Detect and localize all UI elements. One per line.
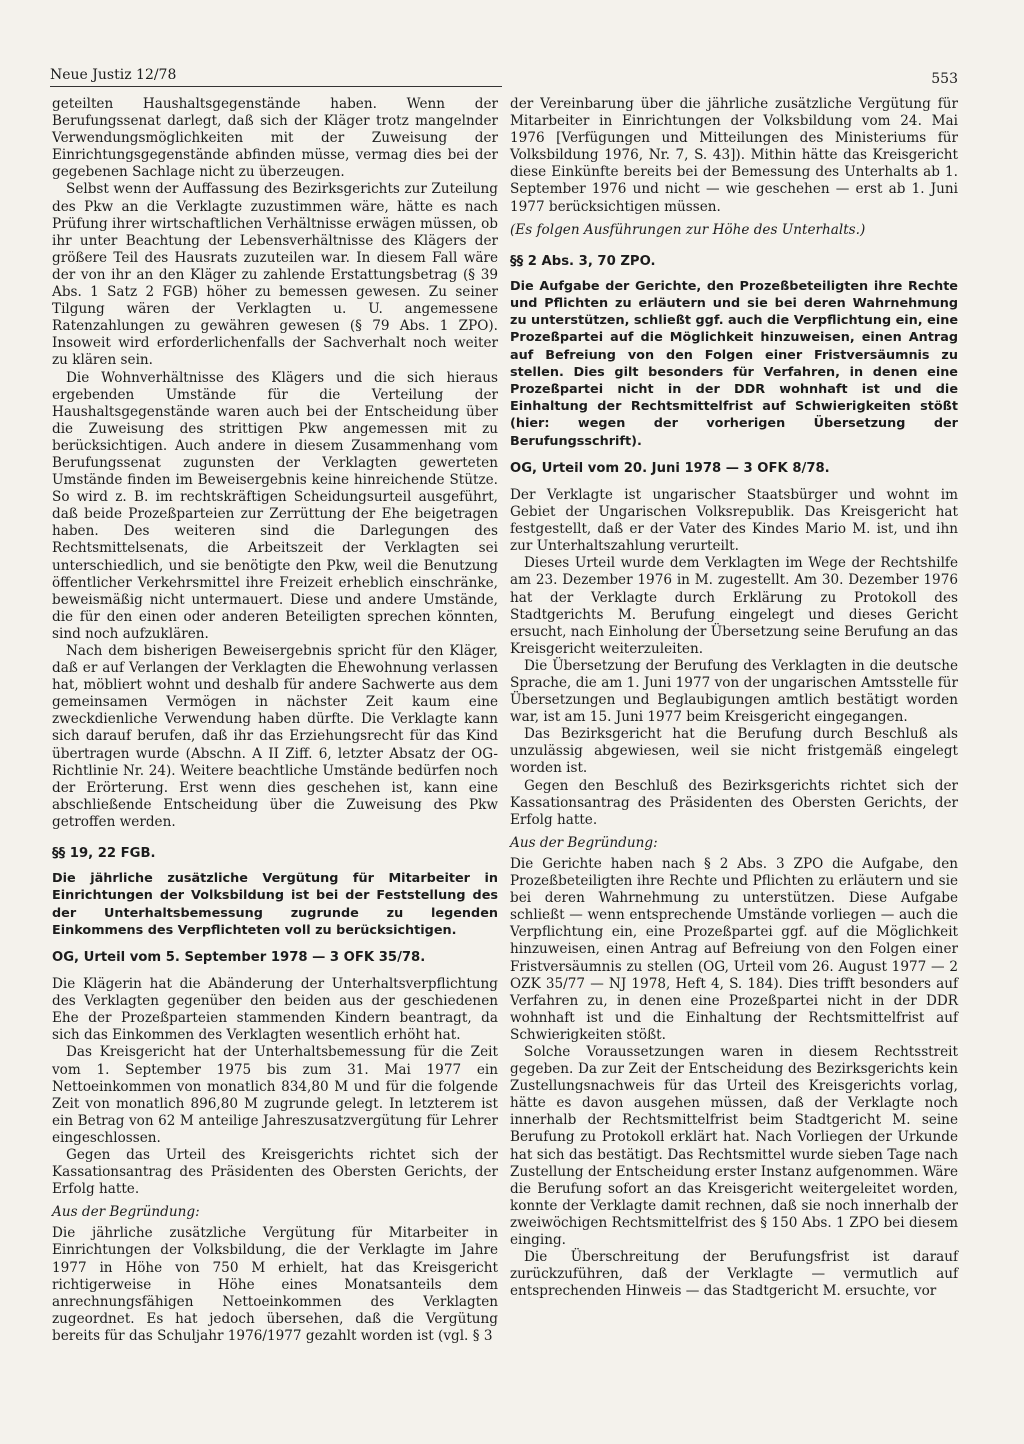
court-citation: OG, Urteil vom 5. September 1978 — 3 OFK 35/78. — [52, 949, 426, 965]
section-label: (Es folgen Ausführungen zur Höhe des Unterhalts.) — [510, 221, 866, 238]
page-header — [50, 66, 958, 88]
paragraph: Das Bezirksgericht hat die Berufung durch Beschluß als unzulässig abgewiesen, weil sie nicht fristgemäß eingelegt worden ist. — [510, 726, 958, 777]
statute-reference: §§ 2 Abs. 3, 70 ZPO. — [510, 253, 656, 269]
headnote: Die jährliche zusätzliche Vergütung für Mitarbeiter in Einrichtungen der Volksbildung ist bei der Feststellung des der Unterhaltsbemessung zugrunde zu legenden Einkommens des Verpflichteten voll zu berücksichtigen. — [52, 871, 498, 938]
paragraph: Die Übersetzung der Berufung des Verklagten in die deutsche Sprache, die am 1. Juni 1977 von der ungarischen Amtsstelle für Übersetzungen und Beglaubigungen amtlich bestätigt worden war, ist am 15. Juni 1977 beim Kreisgericht eingegangen. — [510, 657, 958, 726]
section-label: Aus der Begründung: — [52, 1204, 200, 1221]
paragraph: Die Klägerin hat die Abänderung der Unterhaltsverpflichtung des Verklagten gegenüber den beiden aus der geschiedenen Ehe der Prozeßparteien stammenden Kindern beantragt, da sich das Einkommen des Verklagten wesentlich erhöht hat. — [52, 976, 498, 1044]
paragraph: Die jährliche zusätzliche Vergütung für Mitarbeiter in Einrichtungen der Volksbildung, die der Verklagte im Jahre 1977 in Höhe von 750 M erhielt, hat das Kreisgericht richtigerweise in Höhe eines Monatsanteils dem anrechnungsfähigen Nettoeinkommen des Verklagten zugeordnet. Es hat jedoch übersehen, daß die Vergütung bereits für das Schuljahr 1976/1977 gezahlt worden ist (vgl. § 3 — [52, 1225, 498, 1344]
journal-title: Neue Justiz 12/78 — [50, 67, 177, 83]
paragraph: Die Gerichte haben nach § 2 Abs. 3 ZPO die Aufgabe, den Prozeßbeteiligten ihre Rechte und Pflichten zu erläutern und sie bei deren Wahrnehmung zu unterstützen. Diese Aufgabe schließt — wenn entsprechende Umstände vorliegen — auch die Verpflichtung ein, eine Prozeßpartei ggf. auf die Möglichkeit hinzuweisen, einen Antrag auf Befreiung von den Folgen einer Fristversäumnis zu stellen (OG, Urteil vom 26. August 1977 — 2 OZK 35/77 — NJ 1978, Heft 4, S. 184). Dies trifft besonders auf Verfahren zu, in denen eine Prozeßpartei nicht in der DDR wohnhaft ist und die Einhaltung der Rechtsmittelfrist auf Schwierigkeiten stößt. — [510, 855, 958, 1043]
paragraph: Nach dem bisherigen Beweisergebnis spricht für den Kläger, daß er auf Verlangen der Verklagten die Ehewohnung verlassen hat, möbliert wohnt und deshalb für andere Sachwerte aus dem gemeinsamen Vermögen in nächster Zeit kaum eine zweckdienliche Verwendung haben dürfte. Die Verklagte kann sich darauf berufen, daß ihr das Erziehungsrecht für das Kind übertragen wurde (Abschn. A II Ziff. 6, letzter Absatz der OG-Richtlinie Nr. 24). Weitere beachtliche Umstände bedürfen noch der Erörterung. Erst wenn dies geschehen ist, kann eine abschließende Entscheidung über die Zuweisung des Pkw getroffen werden. — [52, 643, 498, 830]
paragraph: Gegen den Beschluß des Bezirksgerichts richtet sich der Kassationsantrag des Präsidenten des Obersten Gerichts, der Erfolg hatte. — [510, 777, 958, 828]
paragraph: Die Wohnverhältnisse des Klägers und die sich hieraus ergebenden Umstände für die Verteilung der Haushaltsgegenstände waren auch bei der Entscheidung über die Zuweisung des strittigen Pkw angemessen mit zu berücksichtigen. Auch andere in diesem Zusammenhang vom Berufungssenat zugunsten der Verklagten gewerteten Umstände finden im Beweisergebnis keine hinreichende Stütze. So wird z. B. im rechtskräftigen Scheidungsurteil ausgeführt, daß beide Prozeßparteien zur Zerrüttung der Ehe beigetragen haben. Des weiteren sind die Darlegungen des Rechtsmittelsenats, die Arbeitszeit der Verklagten sei unterschiedlich, und sie benötigte den Pkw, weil die Benutzung öffentlicher Verkehrsmittel ihre Freizeit erheblich einschränke, beweismäßig nicht untermauert. Diese und andere Umstände, die für den einen oder anderen Beteiligten sprechen könnten, sind noch aufzuklären. — [52, 369, 498, 642]
paragraph: Dieses Urteil wurde dem Verklagten im Wege der Rechtshilfe am 23. Dezember 1976 in M. zugestellt. Am 30. Dezember 1976 hat der Verklagte durch Erklärung zu Protokoll des Stadtgerichts M. Berufung eingelegt und dieses Gericht ersucht, nach Einholung der Übersetzung seine Berufung an das Kreisgericht weiterzuleiten. — [510, 555, 958, 657]
section-label: Aus der Begründung: — [510, 834, 658, 851]
headnote: Die Aufgabe der Gerichte, den Prozeßbeteiligten ihre Rechte und Pflichten zu erläutern und sie bei deren Wahrnehmung zu unterstützen, schließt ggf. auch die Verpflichtung ein, eine Prozeßpartei auf die Möglichkeit hinzuweisen, einen Antrag auf Befreiung von den Folgen einer Fristversäumnis zu stellen. Dies gilt besonders für Verfahren, in denen eine Prozeßpartei nicht in der DDR wohnhaft ist und die Einhaltung der Rechtsmittelfrist auf Schwierigkeiten stößt (hier: wegen der vorherigen Übersetzung der Berufungsschrift). — [510, 278, 958, 449]
paragraph: Der Verklagte ist ungarischer Staatsbürger und wohnt im Gebiet der Ungarischen Volksrepublik. Das Kreisgericht hat festgestellt, daß er der Vater des Kindes Mario M. ist, und ihn zur Unterhaltszahlung verurteilt. — [510, 486, 958, 555]
header-rule — [50, 86, 502, 87]
paragraph: Das Kreisgericht hat der Unterhaltsbemessung für die Zeit vom 1. September 1975 bis zum 31. Mai 1977 ein Nettoeinkommen von monatlich 834,80 M und für die folgende Zeit von monatlich 896,80 M zugrunde gelegt. In letzterem ist ein Betrag von 62 M anteilige Jahreszusatzvergütung für Lehrer eingeschlossen. — [52, 1044, 498, 1146]
page-number: 553 — [931, 71, 958, 87]
paragraph: Selbst wenn der Auffassung des Bezirksgerichts zur Zuteilung des Pkw an die Verklagte zuzustimmen wäre, hätte es nach Prüfung ihrer wirtschaftlichen Verhältnisse erwägen müssen, ob ihr unter Beachtung der Lebensverhältnisse des Klägers der größere Teil des Hausrats zuzuteilen war. In diesem Fall wäre der von ihr an den Kläger zu zahlende Erstattungsbetrag (§ 39 Abs. 1 Satz 2 FGB) höher zu bemessen gewesen. Zu seiner Tilgung wären der Verklagten u. U. angemessene Ratenzahlungen zu gewähren gewesen (§ 79 Abs. 1 ZPO). Insoweit wird erforderlichenfalls der Sachverhalt noch weiter zu klären sein. — [52, 181, 498, 369]
statute-reference: §§ 19, 22 FGB. — [52, 846, 156, 862]
paragraph: geteilten Haushaltsgegenstände haben. Wenn der Berufungssenat darlegt, daß sich der Kläger trotz mangelnder Verwendungsmöglichkeiten mit der Zuweisung der Einrichtungsgegenstände abfinden müsse, vermag dies bei der gegebenen Sachlage nicht zu überzeugen. — [52, 96, 498, 181]
paragraph: Gegen das Urteil des Kreisgerichts richtet sich der Kassationsantrag des Präsidenten des Obersten Gerichts, der Erfolg hatte. — [52, 1146, 498, 1198]
court-citation: OG, Urteil vom 20. Juni 1978 — 3 OFK 8/78. — [510, 460, 830, 476]
paragraph: der Vereinbarung über die jährliche zusätzliche Vergütung für Mitarbeiter in Einrichtungen der Volksbildung vom 24. Mai 1976 [Verfügungen und Mitteilungen des Ministeriums für Volksbildung 1976, Nr. 7, S. 43]). Mithin hätte das Kreisgericht diese Einkünfte bereits bei der Bemessung des Unterhalts ab 1. September 1976 und nicht — wie geschehen — erst ab 1. Juni 1977 berücksichtigen müssen. — [510, 96, 958, 215]
right-column — [510, 96, 958, 1300]
paragraph: Die Überschreitung der Berufungsfrist ist darauf zurückzuführen, daß der Verklagte — vermutlich auf entsprechenden Hinweis — das Stadtgericht M. ersuchte, vor — [510, 1249, 958, 1300]
paragraph: Solche Voraussetzungen waren in diesem Rechtsstreit gegeben. Da zur Zeit der Entscheidung des Bezirksgerichts kein Zustellungsnachweis für das Urteil des Kreisgerichts vorlag, hätte es davon ausgehen müssen, daß der Verklagte noch innerhalb der Rechtsmittelfrist beim Stadtgericht M. seine Berufung zu Protokoll erklärt hat. Nach Vorliegen der Urkunde hat sich das bestätigt. Das Rechtsmittel wurde sieben Tage nach Zustellung der Entscheidung erster Instanz aufgenommen. Wäre die Berufung sofort an das Kreisgericht weitergeleitet worden, konnte der Verklagte damit rechnen, daß sie noch innerhalb der zweiwöchigen Rechtsmittelfrist des § 150 Abs. 1 ZPO bei diesem einging. — [510, 1043, 958, 1248]
left-column — [52, 96, 498, 1345]
